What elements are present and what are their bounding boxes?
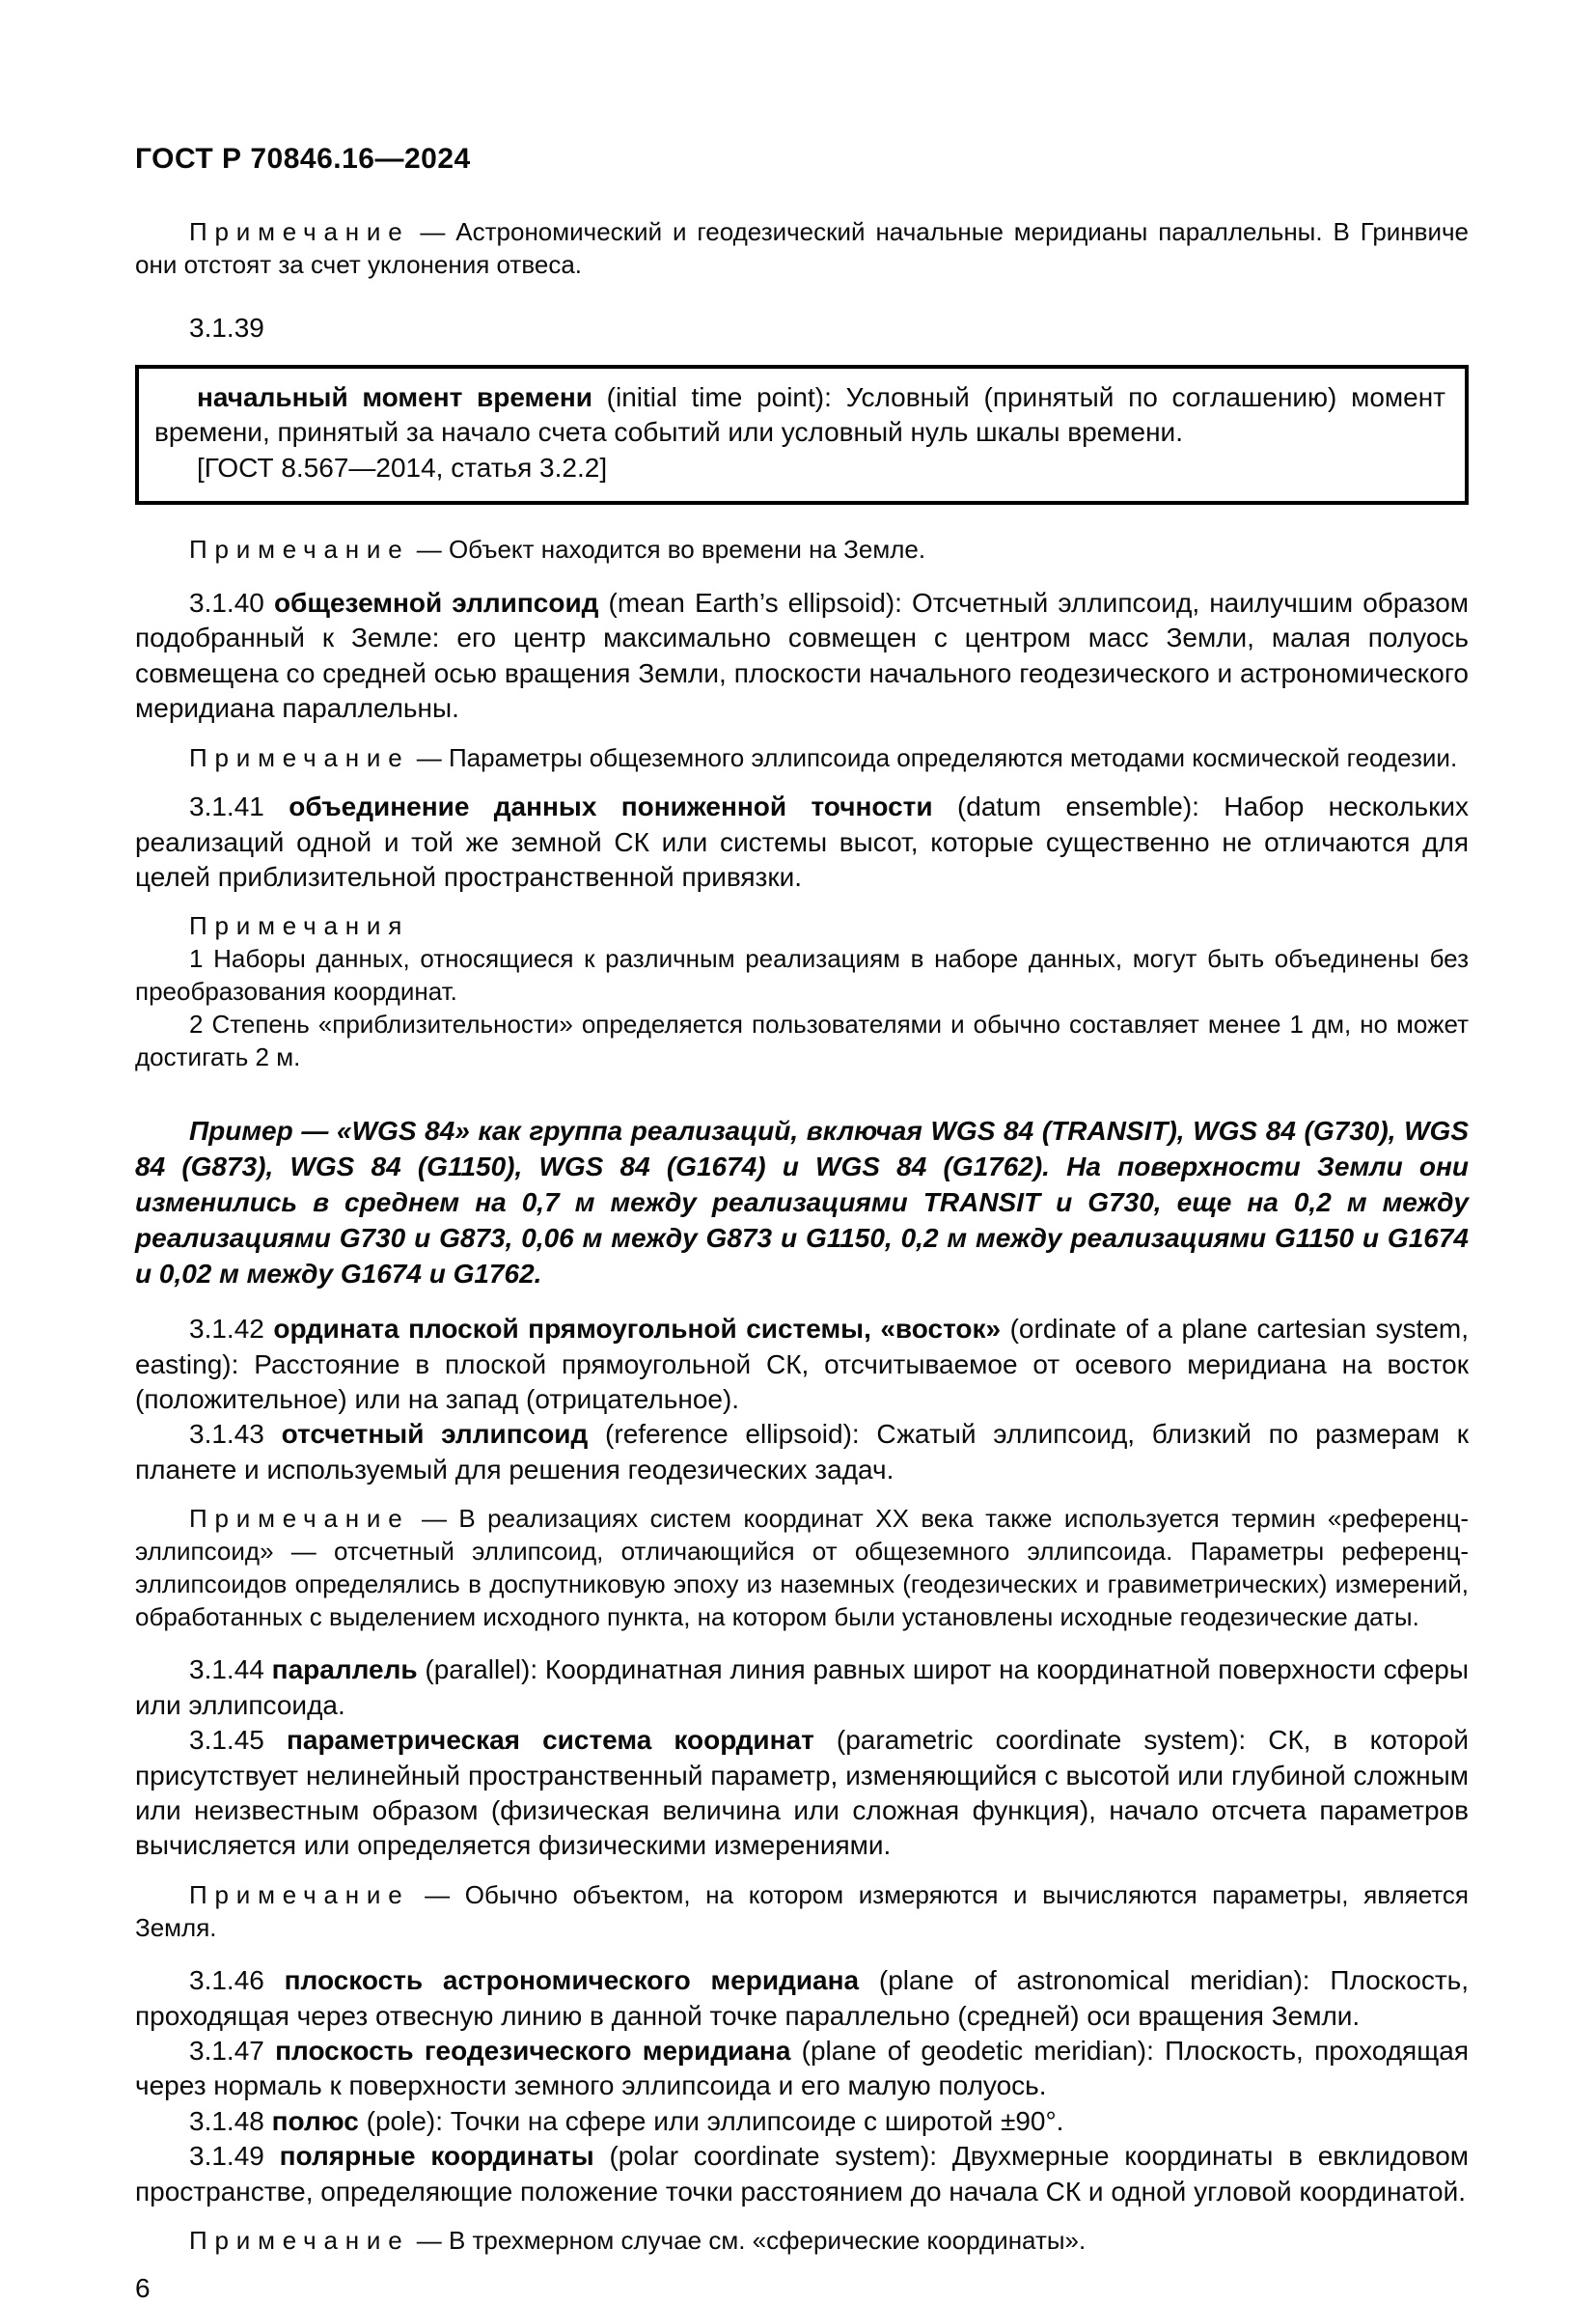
- note-spherical: [135, 2225, 1469, 2258]
- note-text: — Параметры общеземного эллипсоида определяются методами космической геодезии.: [416, 742, 1458, 772]
- term-name: параметрическая система координат: [286, 1725, 814, 1756]
- term-3-1-42: [135, 1312, 1469, 1417]
- notes-label: Примечания: [189, 911, 410, 941]
- document-title: ГОСТ Р 70846.16—2024: [135, 143, 471, 175]
- note-reference-ellipsoid: [135, 1503, 1469, 1633]
- term-body: (datum ensemble): Набор нескольких реализаций одной и той же земной СК или системы высот, которые существенно не отличаются для целей приблизительной пространственной привязки.: [135, 791, 1470, 893]
- term-3-1-49: [135, 2139, 1469, 2209]
- term-body: (pole): Точки на сфере или эллипсоиде с широтой ±90°.: [366, 2105, 1064, 2136]
- term-number: 3.1.43: [189, 1419, 264, 1450]
- term-3-1-47: [135, 2034, 1469, 2104]
- page-number: 6: [135, 2272, 151, 2303]
- term-number: 3.1.47: [189, 2036, 264, 2067]
- term-3-1-48: [135, 2104, 1469, 2139]
- note-meridians: [135, 216, 1469, 282]
- clause-number-3-1-39: 3.1.39: [189, 312, 264, 343]
- term-name: плоскость астрономического меридиана: [284, 1965, 860, 1996]
- note-text: — Астрономический и геодезический начальные меридианы параллельны. В Гринвиче они отстоят за счет уклонения отвеса.: [135, 217, 1469, 279]
- boxed-source-reference: [ГОСТ 8.567—2014, статья 3.2.2]: [197, 452, 608, 483]
- term-3-1-45: [135, 1723, 1469, 1864]
- note-label: Примечание: [189, 1879, 410, 1909]
- boxed-definition: [154, 380, 1445, 451]
- note-label: Примечание: [189, 217, 410, 246]
- term-number: 3.1.42: [189, 1314, 264, 1345]
- term-number: 3.1.41: [189, 791, 264, 822]
- note-text: — В трехмерном случае см. «сферические координаты».: [416, 2226, 1087, 2256]
- notes-header: [135, 910, 1469, 943]
- term-3-1-41: [135, 790, 1469, 895]
- term-3-1-46: [135, 1963, 1469, 2034]
- term-3-1-43: [135, 1417, 1469, 1487]
- boxed-term-body: (initial time point): Условный (принятый по соглашению) момент времени, принятый за начало счета событий или условный нуль шкалы времени.: [154, 381, 1446, 448]
- term-number: 3.1.45: [189, 1725, 264, 1756]
- note-ellipsoid-params: [135, 742, 1469, 775]
- term-number: 3.1.48: [189, 2105, 264, 2136]
- note-text: — Объект находится во времени на Земле.: [416, 535, 926, 565]
- term-body: (reference ellipsoid): Сжатый эллипсоид, близкий по размерам к планете и используемый для решения геодезических задач.: [135, 1419, 1470, 1485]
- term-number: 3.1.40: [189, 587, 264, 618]
- term-name: плоскость геодезического меридиана: [275, 2036, 791, 2067]
- term-body: (mean Earth’s ellipsoid): Отсчетный эллипсоид, наилучшим образом подобранный к Земле: его центр максимально совмещен с центром масс Земли, малая полуось совмещена со средней осью вращения Земли, плоскости начального геодезического и астрономического меридиана параллельны.: [135, 587, 1470, 724]
- term-body: (ordinate of a plane cartesian system, easting): Расстояние в плоской прямоугольной СК, отсчитываемое от осевого меридиана на восток (положительное) или на запад (отрицательное).: [135, 1314, 1470, 1415]
- term-name: полярные координаты: [279, 2141, 594, 2172]
- term-number: 3.1.46: [189, 1965, 264, 1996]
- boxed-term: начальный момент времени: [197, 381, 592, 412]
- term-number: 3.1.49: [189, 2141, 264, 2172]
- example-paragraph: [135, 1114, 1469, 1292]
- term-body: (plane of astronomical meridian): Плоскость, проходящая через отвесную линию в данной точке параллельно (средней) оси вращения Земли.: [135, 1965, 1470, 2031]
- term-name: полюс: [271, 2105, 359, 2136]
- note-item-2: 2 Степень «приблизительности» определяется пользователями и обычно составляет менее 1 дм, но может достигать 2 м.: [135, 1009, 1469, 1071]
- note-time-object: [135, 534, 1469, 567]
- term-name: общеземной эллипсоид: [273, 587, 599, 618]
- note-parametric-object: [135, 1879, 1469, 1945]
- term-3-1-44: [135, 1652, 1469, 1723]
- note-item-1: 1 Наборы данных, относящиеся к различным реализациям в наборе данных, могут быть объединены без преобразования координат.: [135, 944, 1469, 1007]
- definition-box: [135, 365, 1469, 505]
- note-label: Примечание: [189, 535, 410, 565]
- note-text: — В реализациях систем координат XX века также используется термин «референц-эллипсоид» — отсчетный эллипсоид, отличающийся от общеземного эллипсоида. Параметры референц-эллипсоидов определялись в доспутниковую эпоху из наземных (геодезических и гравиметрических) измерений, обработанных с выделением исходного пункта, на котором были установлены исходные геодезические даты.: [135, 1504, 1469, 1631]
- term-name: параллель: [271, 1654, 418, 1685]
- term-3-1-40: [135, 586, 1469, 727]
- term-number: 3.1.44: [189, 1654, 264, 1685]
- note-label: Примечание: [189, 1504, 410, 1534]
- term-body: (polar coordinate system): Двухмерные координаты в евклидовом пространстве, определяющие положение точки расстоянием до начала СК и одной угловой координатой.: [135, 2141, 1470, 2207]
- note-label: Примечание: [189, 742, 410, 772]
- example-label: Пример: [189, 1116, 293, 1147]
- term-name: ордината плоской прямоугольной системы, «восток»: [273, 1314, 1002, 1345]
- term-body: (parametric coordinate system): СК, в которой присутствует нелинейный пространственный параметр, изменяющийся с высотой или глубиной сложным или неизвестным образом (физическая величина или сложная функция), начало отсчета параметров вычисляется или определяется физическими измерениями.: [135, 1725, 1470, 1861]
- term-body: (plane of geodetic meridian): Плоскость, проходящая через нормаль к поверхности земного эллипсоида и его малую полуось.: [135, 2036, 1469, 2101]
- note-label: Примечание: [189, 2226, 410, 2256]
- note-text: — Обычно объектом, на котором измеряются и вычисляются параметры, является Земля.: [135, 1879, 1469, 1942]
- term-body: (parallel): Координатная линия равных широт на координатной поверхности сферы или эллипсоида.: [135, 1654, 1470, 1720]
- term-name: отсчетный эллипсоид: [281, 1419, 589, 1450]
- example-text: — «WGS 84» как группа реализаций, включая WGS 84 (TRANSIT), WGS 84 (G730), WGS 84 (G873), WGS 84 (G1150), WGS 84 (G1674) и WGS 84 (G1762). На поверхности Земли они изменились в среднем на 0,7 м между реализациями TRANSIT и G730, еще на 0,2 м между реализациями G730 и G873, 0,06 м между G873 и G1150, 0,2 м между реализациями G1150 и G1674 и 0,02 м между G1674 и G1762.: [135, 1116, 1470, 1290]
- term-name: объединение данных пониженной точности: [289, 791, 933, 822]
